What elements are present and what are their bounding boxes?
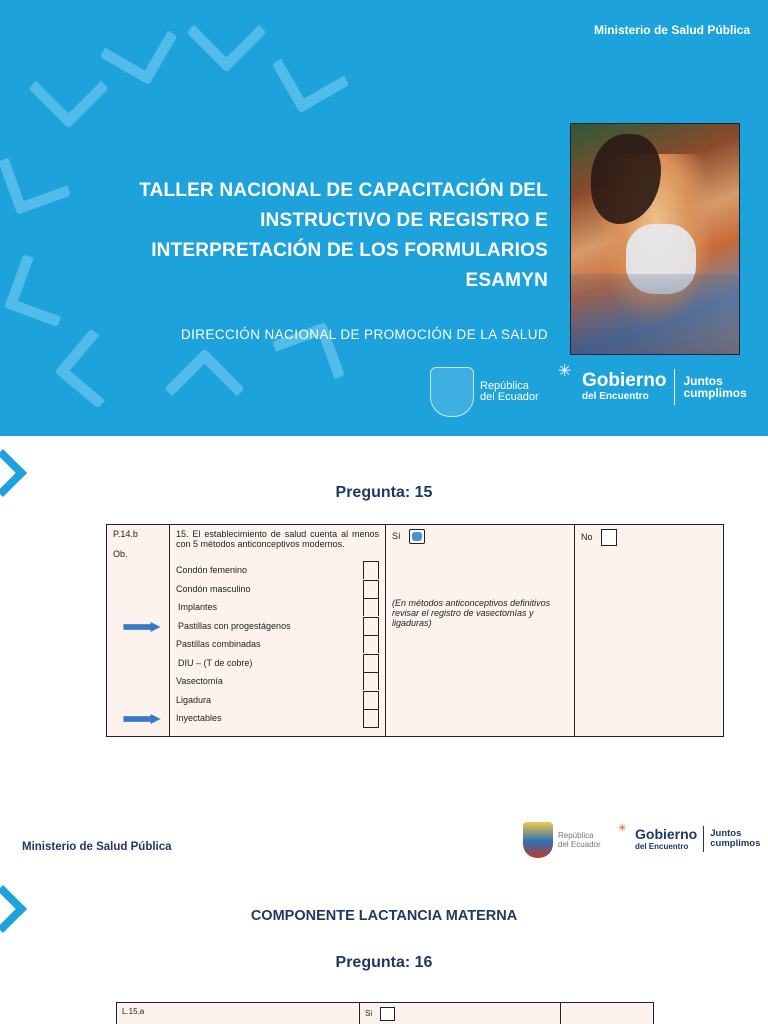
no-cell bbox=[575, 525, 724, 737]
encuentro-word: del Encuentro bbox=[635, 842, 689, 851]
juntos-word: Juntos bbox=[710, 828, 742, 839]
option-label: Inyectables bbox=[176, 713, 222, 724]
question-15-slide bbox=[0, 436, 768, 802]
chevron-decoration-icon bbox=[186, 0, 267, 73]
lactancia-slide bbox=[0, 802, 768, 1024]
coat-of-arms-icon bbox=[430, 367, 474, 417]
republica-line2: del Ecuador bbox=[480, 391, 539, 403]
ministry-label: Ministerio de Salud Pública bbox=[22, 841, 172, 853]
option-checkbox[interactable] bbox=[363, 672, 379, 690]
no-cell bbox=[561, 1003, 654, 1024]
gobierno-encuentro-logo bbox=[618, 824, 760, 854]
gobierno-encuentro-logo bbox=[558, 365, 747, 409]
logo-divider bbox=[674, 369, 675, 405]
gobierno-word: Gobierno bbox=[582, 370, 667, 391]
option-row bbox=[176, 672, 379, 691]
option-row bbox=[176, 580, 379, 599]
arrow-right-icon bbox=[116, 622, 168, 632]
logo-divider bbox=[703, 826, 704, 852]
question-text: 15. El establecimiento de salud cuenta al menos con 5 métodos anticonceptivos modernos. bbox=[176, 529, 379, 549]
sun-rays-icon: ✳ bbox=[618, 823, 627, 834]
option-label: Pastillas combinadas bbox=[176, 639, 261, 650]
si-checkbox[interactable] bbox=[409, 529, 425, 544]
option-checkbox[interactable] bbox=[363, 691, 379, 709]
no-checkbox[interactable] bbox=[601, 529, 617, 546]
republica-line2: del Ecuador bbox=[558, 840, 601, 849]
options-list bbox=[176, 561, 379, 728]
option-label: Implantes bbox=[178, 602, 218, 613]
form-table bbox=[106, 524, 724, 737]
republica-ecuador-logo bbox=[523, 822, 601, 858]
si-cell bbox=[386, 525, 575, 737]
question-cell bbox=[170, 525, 386, 737]
sun-rays-icon: ✳ bbox=[558, 363, 572, 380]
option-row bbox=[176, 635, 379, 654]
gobierno-word: Gobierno bbox=[635, 826, 698, 842]
option-checkbox[interactable] bbox=[363, 598, 379, 616]
option-label: Ligadura bbox=[176, 694, 212, 705]
no-label: No bbox=[581, 531, 593, 542]
option-checkbox[interactable] bbox=[363, 635, 379, 653]
ministry-label: Ministerio de Salud Pública bbox=[593, 23, 750, 37]
encuentro-word: del Encuentro bbox=[582, 391, 649, 402]
republica-ecuador-logo bbox=[430, 367, 539, 417]
pregunta-title: Pregunta: 15 bbox=[335, 484, 433, 501]
pregunta-title: Pregunta: 16 bbox=[335, 954, 433, 971]
question-code: P.14.b bbox=[113, 529, 138, 539]
option-row bbox=[176, 561, 379, 580]
chevron-decoration-icon bbox=[28, 48, 109, 129]
cumplimos-word: cumplimos bbox=[710, 838, 761, 849]
slide-title: TALLER NACIONAL DE CAPACITACIÓN DEL INSTRUCTIVO DE REGISTRO E INTERPRETACIÓN DE LOS FORMULARIOS ESAMYN bbox=[139, 180, 548, 291]
code-cell bbox=[117, 1003, 360, 1024]
republica-line1: República bbox=[558, 831, 594, 840]
cumplimos-word: cumplimos bbox=[683, 386, 747, 400]
title-slide bbox=[0, 0, 768, 436]
option-row bbox=[176, 598, 379, 617]
si-label: Si bbox=[365, 1009, 373, 1019]
option-row bbox=[176, 617, 379, 636]
option-label: Pastillas con progestágenos bbox=[178, 620, 291, 631]
option-label: Condón femenino bbox=[176, 565, 248, 576]
option-label: Vasectomía bbox=[176, 676, 223, 687]
question-code-sub: Ob. bbox=[113, 549, 128, 559]
form-table bbox=[116, 1002, 654, 1024]
chevron-decoration-icon bbox=[0, 142, 71, 215]
chevron-decoration-icon bbox=[100, 8, 178, 86]
si-label: Sí bbox=[392, 530, 401, 541]
option-checkbox[interactable] bbox=[363, 580, 379, 598]
chevron-decoration-icon bbox=[164, 348, 245, 429]
chevron-decoration-icon bbox=[4, 254, 77, 327]
chevron-decoration-icon bbox=[272, 36, 350, 114]
juntos-word: Juntos bbox=[683, 374, 723, 388]
si-note: (En métodos anticonceptivos definitivos revisar el registro de vasectomías y ligaduras) bbox=[392, 598, 551, 628]
option-row bbox=[176, 709, 379, 728]
option-checkbox[interactable] bbox=[363, 654, 379, 672]
option-label: DIU – (T de cobre) bbox=[178, 657, 253, 668]
option-row bbox=[176, 654, 379, 673]
coat-of-arms-icon bbox=[523, 822, 553, 858]
option-label: Condón masculino bbox=[176, 583, 251, 594]
checked-mark-icon bbox=[412, 532, 422, 541]
component-title: COMPONENTE LACTANCIA MATERNA bbox=[250, 908, 518, 924]
option-checkbox[interactable] bbox=[363, 709, 379, 728]
si-checkbox[interactable] bbox=[380, 1007, 395, 1021]
chevron-decoration-icon bbox=[54, 328, 134, 408]
si-cell bbox=[360, 1003, 561, 1024]
mother-child-painting bbox=[570, 123, 740, 355]
republica-line1: República bbox=[480, 380, 529, 392]
option-checkbox[interactable] bbox=[363, 561, 379, 579]
question-code: L.15.a bbox=[122, 1007, 145, 1016]
slide-subtitle: DIRECCIÓN NACIONAL DE PROMOCIÓN DE LA SALUD bbox=[180, 327, 548, 342]
arrow-right-icon bbox=[116, 714, 168, 724]
option-row bbox=[176, 691, 379, 710]
option-checkbox[interactable] bbox=[363, 617, 379, 635]
